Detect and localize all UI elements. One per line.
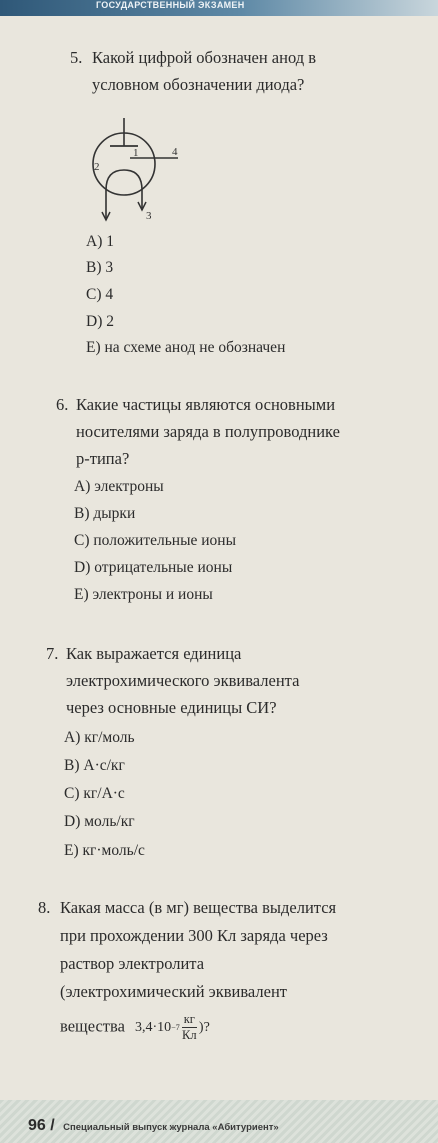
question-text-line: через основные единицы СИ? <box>66 698 277 717</box>
formula-numerator: кг <box>183 1012 195 1026</box>
answer-option: A) электроны <box>74 478 164 495</box>
formula-fraction <box>182 1012 197 1043</box>
question-text-line: при прохождении 300 Кл заряда через <box>60 926 328 945</box>
answer-option: C) 4 <box>86 286 114 303</box>
page-number: 96 <box>28 1117 46 1134</box>
answer-option: B) дырки <box>74 505 136 522</box>
question-text-line: Какая масса (в мг) вещества выделится <box>60 898 337 917</box>
question-number: 7. <box>46 644 59 663</box>
question-text-line: носителями заряда в полупроводнике <box>76 422 340 441</box>
formula <box>135 1012 210 1043</box>
answer-option: A) 1 <box>86 233 114 250</box>
question-5 <box>70 44 317 98</box>
question-text-line: Как выражается единица <box>66 644 242 663</box>
answer-option: B) 3 <box>86 259 114 276</box>
question-8 <box>38 894 337 1043</box>
question-number: 8. <box>38 898 51 917</box>
question-text-line: Какой цифрой обозначен анод в <box>92 48 317 67</box>
header-bar <box>0 0 438 16</box>
question-text-line: условном обозначении диода? <box>92 75 305 94</box>
formula-exponent: −7 <box>171 1022 180 1032</box>
question-text-line: p-типа? <box>76 449 130 468</box>
answer-option: C) кг/А·с <box>64 785 125 802</box>
question-number: 5. <box>70 48 83 67</box>
answer-option: A) кг/моль <box>64 729 135 746</box>
answer-option: B) А·с/кг <box>64 757 125 774</box>
footer <box>28 1117 279 1135</box>
question-number: 6. <box>56 395 69 414</box>
answer-option: D) отрицательные ионы <box>74 559 233 576</box>
publication-title: Специальный выпуск журнала «Абитуриент» <box>63 1122 279 1133</box>
question-text-line: раствор электролита <box>60 954 205 973</box>
question-6 <box>56 391 340 472</box>
answer-option: D) моль/кг <box>64 813 135 830</box>
diode-diagram <box>86 118 196 228</box>
formula-coefficient: 3,4·10 <box>135 1019 172 1035</box>
label-2: 2 <box>94 161 100 173</box>
answer-option: E) кг·моль/с <box>64 842 145 859</box>
footer-slash: / <box>50 1117 55 1134</box>
question-text-line: (электрохимический эквивалент <box>60 982 288 1001</box>
header-title: ГОСУДАРСТВЕННЫЙ ЭКЗАМЕН <box>96 0 245 10</box>
question-text-line: электрохимического эквивалента <box>66 671 300 690</box>
label-4: 4 <box>172 146 178 158</box>
answer-option: E) на схеме анод не обозначен <box>86 339 286 356</box>
question-text-line-last <box>60 1012 336 1043</box>
question-text-prefix: вещества <box>60 1016 125 1036</box>
question-text-line: Какие частицы являются основными <box>76 395 336 414</box>
formula-end: )? <box>198 1019 210 1035</box>
answer-option: E) электроны и ионы <box>74 586 213 603</box>
formula-denominator: Кл <box>182 1028 197 1042</box>
label-3: 3 <box>146 210 152 222</box>
label-1: 1 <box>133 147 139 159</box>
answer-option: C) положительные ионы <box>74 532 236 549</box>
question-7 <box>46 640 300 721</box>
answer-option: D) 2 <box>86 313 114 330</box>
